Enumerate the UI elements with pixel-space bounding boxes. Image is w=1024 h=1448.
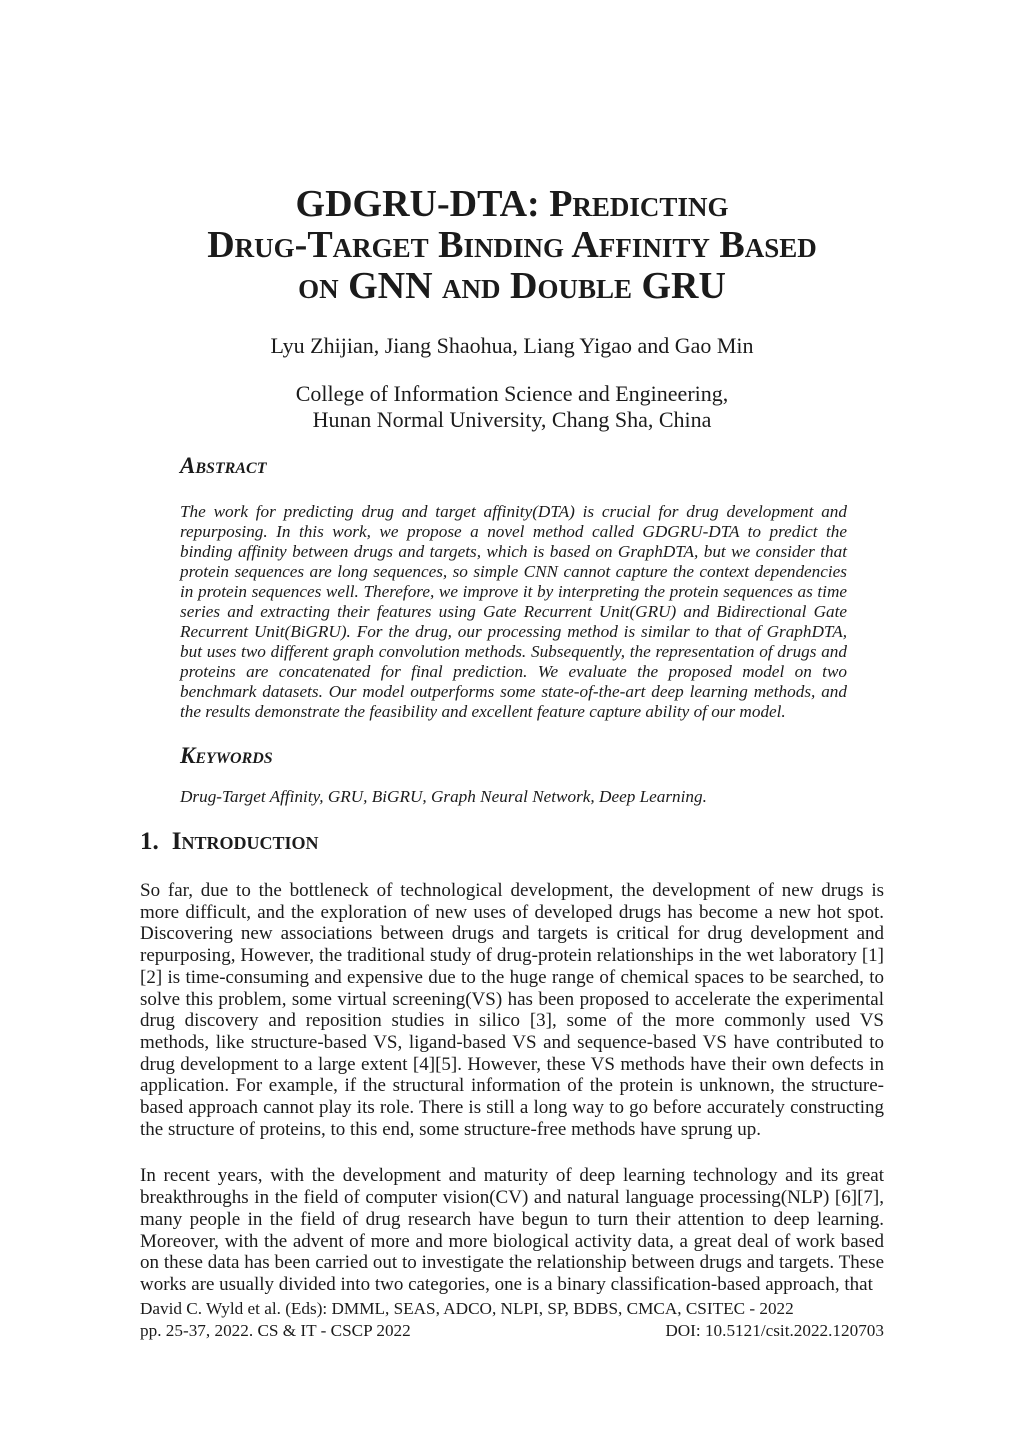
page-content bbox=[0, 184, 1024, 1342]
affiliation-line-2: Hunan Normal University, Chang Sha, China bbox=[312, 407, 712, 432]
abstract-text: The work for predicting drug and target affinity(DTA) is crucial for drug development and repurposing. In this work, we propose a novel method called GDGRU-DTA to predict the binding affinity between drugs and targets, which is based on GraphDTA, but we consider that protein sequences are long sequences, so simple CNN cannot capture the context dependencies in protein sequences well. Therefore, we improve it by interpreting the protein sequences as time series and extracting their features using Gate Recurrent Unit(GRU) and Bidirectional Gate Recurrent Unit(BiGRU). For the drug, our processing method is similar to that of GraphDTA, but uses two different graph convolution methods. Subsequently, the representation of drugs and proteins are concatenated for final prediction. We evaluate the proposed model on two benchmark datasets. Our model outperforms some state-of-the-art deep learning methods, and the results demonstrate the feasibility and excellent feature capture ability of our model. bbox=[180, 502, 847, 721]
footer-editors-line: David C. Wyld et al. (Eds): DMML, SEAS, ADCO, NLPI, SP, BDBS, CMCA, CSITEC - 2022 bbox=[140, 1298, 794, 1318]
footer-doi: DOI: 10.5121/csit.2022.120703 bbox=[665, 1320, 884, 1340]
keywords-heading: Keywords bbox=[180, 743, 273, 768]
section-number: 1. bbox=[140, 828, 159, 855]
section-title: Introduction bbox=[171, 828, 319, 855]
footer bbox=[140, 1298, 884, 1342]
abstract-section bbox=[180, 453, 847, 807]
title-line-1: GDGRU-DTA: Predicting bbox=[295, 183, 729, 225]
intro-paragraph-2: In recent years, with the development and maturity of deep learning technology and its great breakthroughs in the field of computer vision(CV) and natural language processing(NLP) [6][7], many people in the field of drug research have begun to turn their attention to deep learning. Moreover, with the advent of more and more biological activity data, a great deal of work based on these data has been carried out to investigate the relationship between drugs and targets. These works are usually divided into two categories, one is a binary classification-based approach, that bbox=[140, 1165, 884, 1295]
authors-line: Lyu Zhijian, Jiang Shaohua, Liang Yigao and Gao Min bbox=[270, 333, 754, 358]
intro-paragraph-1: So far, due to the bottleneck of technological development, the development of new drugs is more difficult, and the exploration of new uses of developed drugs has become a new hot spot. Discovering new associations between drugs and targets is critical for drug development and repurposing, However, the traditional study of drug-protein relationships in the wet laboratory [1][2] is time-consuming and expensive due to the huge range of chemical spaces to be searched, to solve this problem, some virtual screening(VS) has been proposed to accelerate the experimental drug discovery and reposition studies in silico [3], some of the more commonly used VS methods, like structure-based VS, ligand-based VS and sequence-based VS have contributed to drug development to a large extent [4][5]. However, these VS methods have their own defects in application. For example, if the structural information of the protein is unknown, the structure-based approach cannot play its role. There is still a long way to go before accurately constructing the structure of proteins, to this end, some structure-free methods have sprung up. bbox=[140, 880, 884, 1140]
title-line-3: on GNN and Double GRU bbox=[298, 265, 726, 307]
footer-pages: pp. 25-37, 2022. CS & IT - CSCP 2022 bbox=[140, 1320, 411, 1340]
footer-second-line bbox=[140, 1320, 884, 1342]
affiliation-line-1: College of Information Science and Engineering, bbox=[295, 381, 729, 406]
keywords-text: Drug-Target Affinity, GRU, BiGRU, Graph Neural Network, Deep Learning. bbox=[180, 787, 707, 806]
paper-title bbox=[140, 184, 884, 307]
abstract-heading: Abstract bbox=[180, 453, 267, 478]
section-1-heading bbox=[140, 827, 884, 857]
title-line-2: Drug-Target Binding Affinity Based bbox=[207, 224, 817, 266]
affiliation-block bbox=[140, 381, 884, 433]
